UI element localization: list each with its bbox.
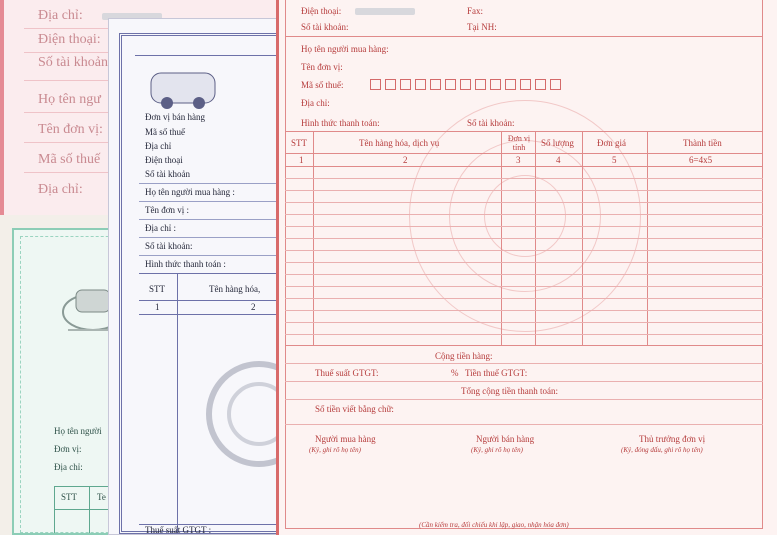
address-label-2: Địa chỉ : [145, 223, 176, 233]
tax-code-label: Mã số thuế: [301, 80, 344, 90]
bank-label: Tại NH: [467, 22, 497, 32]
tax-code-box [415, 79, 426, 90]
table-row-line [285, 310, 763, 311]
stt-header: STT [149, 284, 166, 294]
table-bottom-line [285, 345, 763, 346]
watermark-emblem [199, 354, 283, 474]
account-label: Số tài khoản: [301, 22, 349, 32]
tax-code-box [445, 79, 456, 90]
tax-code-box [490, 79, 501, 90]
address-label-2: Địa chỉ: [38, 182, 83, 197]
address-label: Địa chỉ: [54, 462, 83, 472]
table-header-line [285, 153, 763, 154]
vat-rate-label: Thuế suất GTGT : [145, 525, 212, 535]
buyer-name-label: Họ tên người mua hàng: [301, 44, 389, 54]
guilloche-rosette [484, 175, 566, 257]
col-number: 2 [251, 302, 256, 312]
tax-code-box [385, 79, 396, 90]
unit-name-label: Tên đơn vị: [38, 122, 103, 137]
amount-in-words-label: Số tiền viết bằng chữ: [315, 404, 394, 414]
name-header: Tên hàng hóa, [209, 284, 261, 294]
amount-header: Thành tiền [683, 138, 722, 148]
divider [139, 237, 282, 238]
col-number: 2 [403, 155, 408, 165]
tax-code-box [475, 79, 486, 90]
col-number: 1 [299, 155, 304, 165]
account-label-2: Số tài khoản: [467, 118, 515, 128]
divider [285, 424, 763, 425]
table-row-line [285, 286, 763, 287]
table-row-line [285, 274, 763, 275]
pattern-strip [135, 43, 282, 56]
tax-code-box [535, 79, 546, 90]
seller-signature-label: Người bán hàng [476, 434, 535, 444]
stt-header: STT [61, 492, 78, 502]
divider [285, 36, 763, 37]
tax-code-label: Mã số thuế [38, 152, 101, 167]
unit-name-label: Tên đơn vị : [145, 205, 190, 215]
account-label: Số tài khoản [38, 55, 108, 70]
phone-label: Điện thoại: [38, 32, 101, 47]
subtotal-label: Cộng tiền hàng: [435, 351, 493, 361]
payment-method-label: Hình thức thanh toán: [301, 118, 380, 128]
account-label: Số tài khoản [145, 169, 190, 179]
unit-label: Đơn vị: [54, 444, 82, 454]
main-red-invoice [276, 0, 777, 535]
unit-header: Đơn vị tính [507, 134, 531, 152]
blue-invoice [108, 18, 283, 535]
buyer-signature-note: (Ký, ghi rõ họ tên) [309, 446, 361, 454]
redacted-value [355, 8, 415, 15]
divider [139, 219, 282, 220]
blue-item-table [139, 273, 282, 534]
tax-code-box [505, 79, 516, 90]
buyer-name-label: Họ tên ngư [38, 92, 101, 107]
director-signature-label: Thủ trưởng đơn vị [639, 434, 706, 444]
address-label: Địa chỉ [145, 141, 172, 151]
unit-name-label: Tên đơn vị: [301, 62, 343, 72]
col-number: 1 [155, 302, 160, 312]
table-top-line [285, 131, 763, 132]
tax-code-box [460, 79, 471, 90]
col-number: 4 [556, 155, 561, 165]
tax-code-box [550, 79, 561, 90]
stt-header: STT [291, 138, 308, 148]
table-number-line [285, 166, 763, 167]
price-header: Đơn giá [597, 138, 627, 148]
table-row-line [285, 322, 763, 323]
table-row-line [285, 190, 763, 191]
vat-rate-label: Thuế suất GTGT: [315, 368, 379, 378]
table-row-line [285, 334, 763, 335]
address-label: Địa chỉ: [38, 8, 83, 23]
account-label-2: Số tài khoản: [145, 241, 193, 251]
tax-code-box [370, 79, 381, 90]
tax-code-box [400, 79, 411, 90]
col-number: 3 [516, 155, 521, 165]
divider [285, 363, 763, 364]
table-row-line [285, 238, 763, 239]
seller-signature-note: (Ký, ghi rõ họ tên) [471, 446, 523, 454]
phone-label: Điện thoại: [301, 6, 342, 16]
car-logo [145, 63, 225, 113]
phone-label: Điện thoại [145, 155, 183, 165]
tax-code-label: Mã số thuế [145, 127, 185, 137]
divider [285, 399, 763, 400]
divider [285, 381, 763, 382]
table-row-line [285, 250, 763, 251]
table-row-line [285, 178, 763, 179]
goods-header: Tên hàng hóa, dịch vụ [359, 138, 440, 148]
footer-note: (Cần kiểm tra, đối chiếu khi lập, giao, nhận hóa đơn) [419, 521, 569, 529]
fax-label: Fax: [467, 6, 484, 16]
quantity-header: Số lượng [541, 138, 574, 148]
table-row-line [285, 226, 763, 227]
col-number: 6=4x5 [689, 155, 713, 165]
name-header: Te [97, 492, 106, 502]
buyer-signature-label: Người mua hàng [315, 434, 376, 444]
buyer-name-label: Họ tên người mua hàng : [145, 187, 235, 197]
divider [139, 183, 282, 184]
col-number: 5 [612, 155, 617, 165]
divider [139, 201, 282, 202]
total-label: Tổng cộng tiền thanh toán: [461, 386, 558, 396]
percent-sign: % [451, 368, 459, 378]
table-row-line [285, 298, 763, 299]
tax-code-box [430, 79, 441, 90]
payment-method-label: Hình thức thanh toán : [145, 259, 226, 269]
table-row-line [285, 214, 763, 215]
table-row-line [285, 262, 763, 263]
director-signature-note: (Ký, đóng dấu, ghi rõ họ tên) [621, 446, 703, 454]
address-label: Địa chỉ: [301, 98, 330, 108]
table-row-line [285, 202, 763, 203]
tax-code-box [520, 79, 531, 90]
vat-amount-label: Tiền thuế GTGT: [465, 368, 528, 378]
seller-unit-label: Đơn vị bán hàng [145, 112, 205, 122]
divider [139, 255, 282, 256]
buyer-name-label: Họ tên người [54, 426, 102, 436]
